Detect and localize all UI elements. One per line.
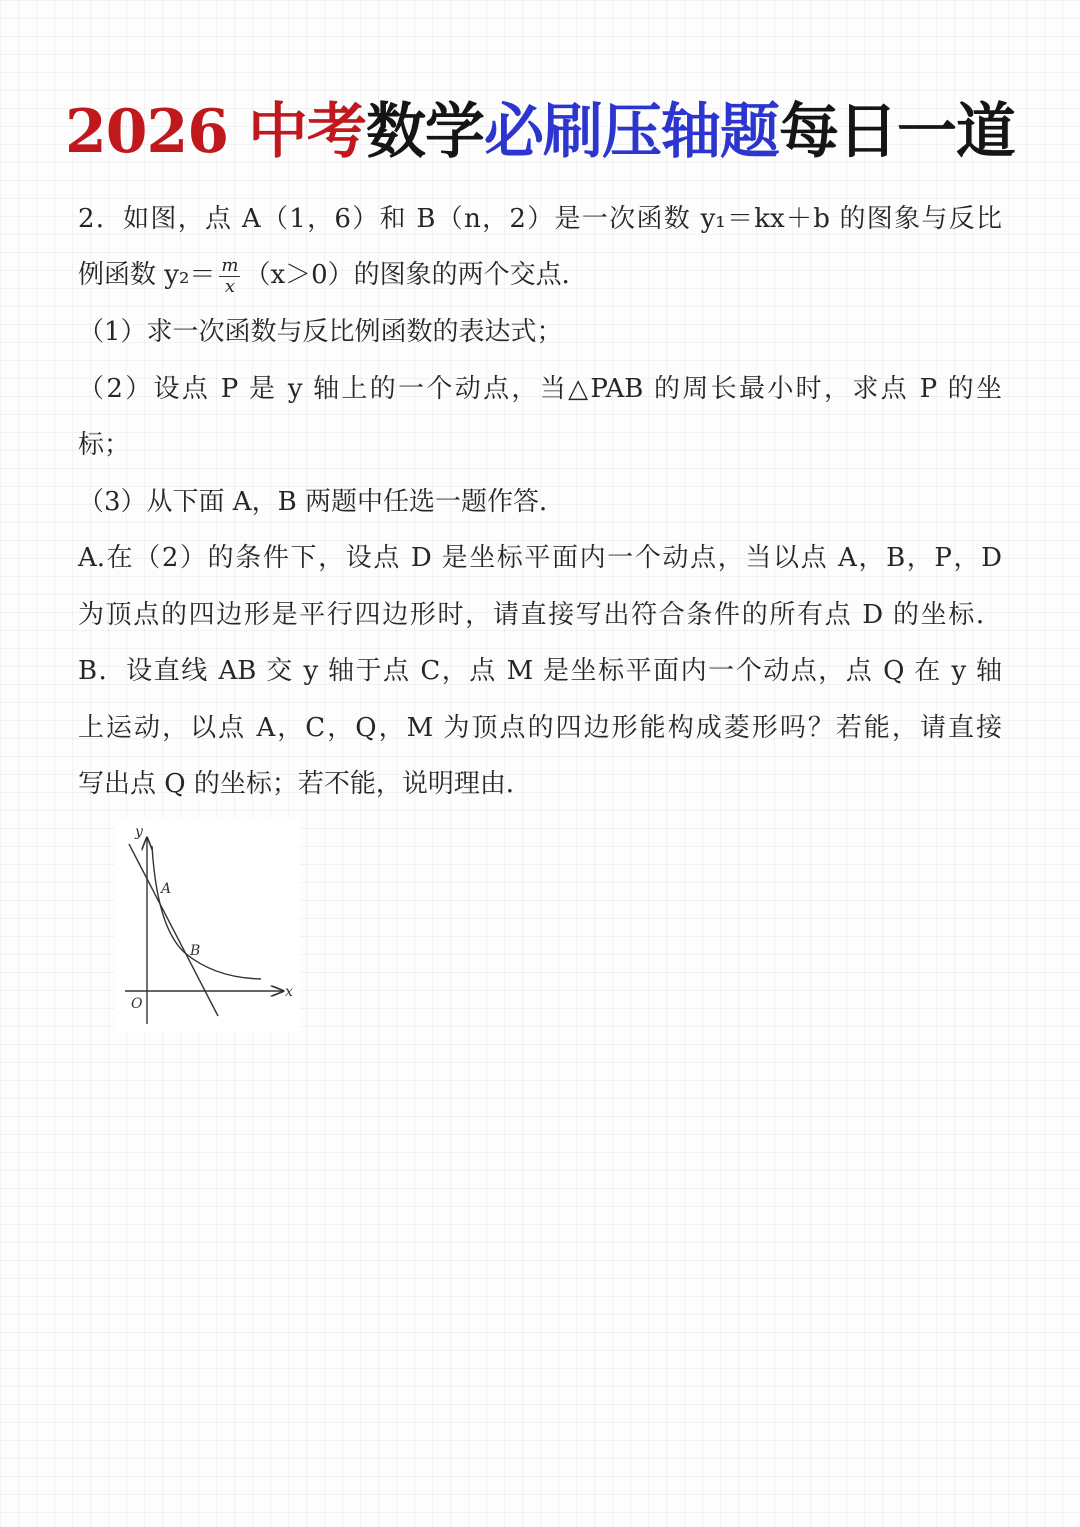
function-graph-figure — [115, 818, 300, 1033]
question-1: （1）求一次函数与反比例函数的表达式； — [78, 317, 563, 347]
title-highlight: 必刷压轴题 — [483, 97, 779, 167]
hyperbola-curve — [152, 846, 261, 979]
title-subject: 数学 — [365, 97, 484, 167]
title-year: 2026 — [65, 97, 229, 167]
x-axis-label: x — [285, 984, 293, 1000]
question-2-line-2: 标； — [78, 430, 131, 460]
line-ab — [129, 844, 218, 1016]
point-a-label: A — [161, 881, 172, 897]
fraction-m-over-x — [219, 256, 240, 297]
question-3: （3）从下面 A，B 两题中任选一题作答． — [78, 487, 565, 517]
point-b-label: B — [190, 943, 201, 959]
option-b-line-2: 上运动，以点 A，C，Q，M 为顶点的四边形能构成菱形吗？若能，请直接 — [78, 713, 1002, 743]
option-a-line-1: A.在（2）的条件下，设点 D 是坐标平面内一个动点，当以点 A，B，P，D — [78, 543, 1002, 573]
option-a-line-2: 为顶点的四边形是平行四边形时，请直接写出符合条件的所有点 D 的坐标． — [78, 600, 1002, 630]
problem-line-1: 2．如图，点 A（1，6）和 B（n，2）是一次函数 y₁＝kx＋b 的图象与反比 — [78, 204, 1002, 234]
problem-line-2-pre: 例函数 y₂＝ — [78, 260, 216, 290]
page-title — [0, 92, 1080, 172]
option-b-line-3: 写出点 Q 的坐标；若不能，说明理由． — [78, 769, 532, 799]
option-b-line-1: B．设直线 AB 交 y 轴于点 C，点 M 是坐标平面内一个动点，点 Q 在 y 轴 — [78, 656, 1002, 686]
title-daily: 每日一道 — [778, 97, 1015, 167]
question-2-line-1: （2）设点 P 是 y 轴上的一个动点，当△PAB 的周长最小时，求点 P 的坐 — [78, 374, 1002, 404]
title-exam: 中考 — [247, 97, 366, 167]
y-axis-label: y — [135, 824, 143, 840]
problem-line-2 — [78, 255, 588, 297]
problem-line-2-post: （x＞0）的图象的两个交点． — [244, 260, 588, 290]
fraction-denominator: x — [224, 275, 235, 297]
function-graph — [115, 818, 300, 1033]
origin-label: O — [131, 996, 143, 1012]
fraction-numerator: m — [221, 254, 239, 276]
